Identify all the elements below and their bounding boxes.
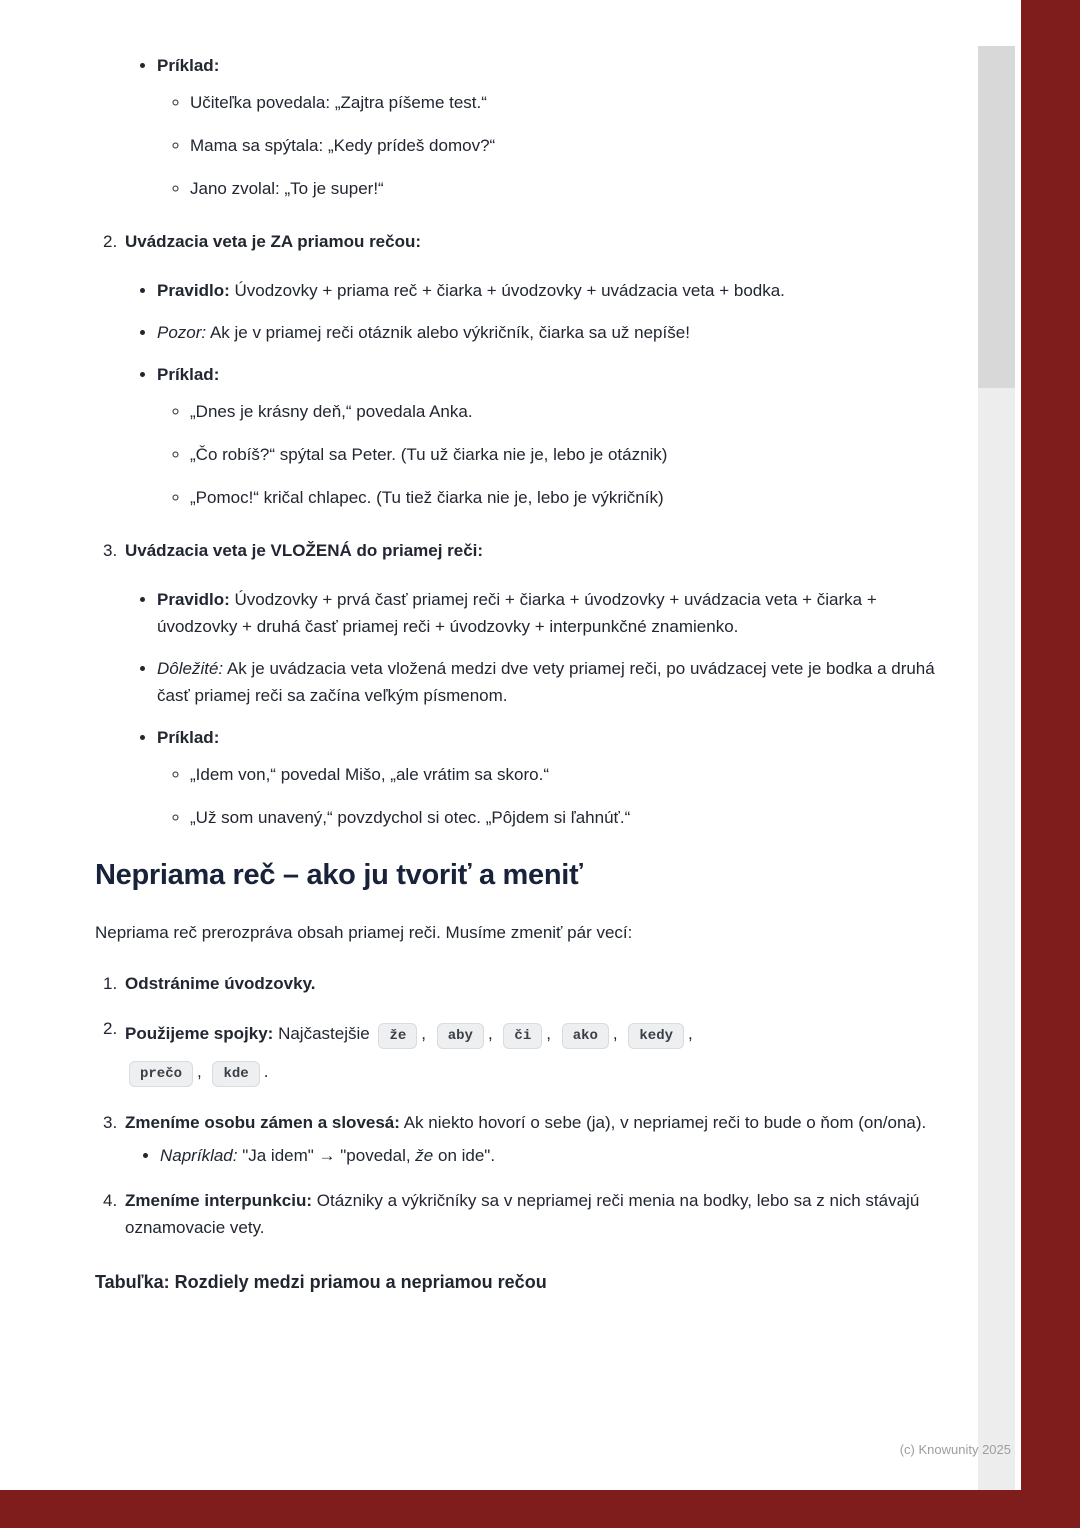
item-body: [125, 228, 943, 511]
separator: ,: [421, 1024, 426, 1043]
example-text: on ide".: [433, 1146, 496, 1165]
example-sentence: ◦ „Pomoc!“ kričal chlapec. (Tu tiež čiarka nie je, lebo je výkričník): [190, 484, 943, 511]
step-3: [95, 1109, 943, 1169]
example-block: [95, 52, 943, 202]
terminator: .: [263, 1062, 269, 1081]
table-caption: Tabuľka: Rozdiely medzi priamou a nepriamou rečou: [95, 1272, 547, 1292]
numbered-item-2: [95, 228, 943, 511]
step-example-list: [125, 1142, 943, 1169]
step-lead-text: Najčastejšie: [278, 1024, 370, 1043]
intro-paragraph: Nepriama reč prerozpráva obsah priamej reči. Musíme zmeniť pár vecí:: [95, 923, 633, 942]
note-label: Dôležité:: [157, 659, 224, 678]
rule-text: Úvodzovky + priama reč + čiarka + úvodzovky + uvádzacia veta + bodka.: [234, 281, 785, 300]
example-list: [157, 89, 943, 202]
item-number: 3.: [103, 541, 118, 560]
item-title: Uvádzacia veta je ZA priamou rečou:: [125, 232, 422, 251]
step-number: 4.: [103, 1191, 118, 1210]
step-body: [125, 1187, 943, 1241]
item-title: Uvádzacia veta je VLOŽENÁ do priamej reči:: [125, 541, 484, 560]
step-text: Otázniky a výkričníky sa v nepriamej reči menia na bodky, lebo sa z nich stávajú oznamovacie vety.: [125, 1191, 920, 1237]
example-label: Napríklad:: [160, 1146, 238, 1165]
step-body: [125, 970, 943, 997]
step-1: [95, 970, 943, 997]
step-number: 2.: [103, 1019, 118, 1038]
item-bullet-list: [125, 277, 943, 511]
example-sentence: ◦ Učiteľka povedala: „Zajtra píšeme test.“: [190, 89, 943, 116]
conjunction-tag: kde: [212, 1061, 259, 1087]
item-number: 2.: [103, 232, 118, 251]
section-heading: Nepriama reč – ako ju tvoriť a meniť: [95, 859, 583, 891]
separator: ,: [612, 1024, 618, 1043]
step-number: 3.: [103, 1113, 118, 1132]
scrollbar-thumb[interactable]: [978, 46, 1015, 388]
step-example: [160, 1142, 943, 1169]
example-list: [157, 761, 943, 831]
item-body: [125, 537, 943, 831]
note-label: Pozor:: [157, 323, 207, 342]
step-bold-text: Použijeme spojky:: [125, 1024, 274, 1043]
example-sentence: ◦ „Idem von,“ povedal Mišo, „ale vrátim sa skoro.“: [190, 761, 943, 788]
item-bullet-list: [125, 586, 943, 831]
conjunction-tag: prečo: [129, 1061, 193, 1087]
example-text: "Ja idem" → "povedal,: [242, 1146, 416, 1165]
list-item-priklad: [157, 724, 943, 831]
note-item: [157, 655, 943, 709]
rule-label: Pravidlo:: [157, 281, 230, 300]
example-sentence: ◦ „Už som unavený,“ povzdychol si otec. „Pôjdem si ľahnúť.“: [190, 804, 943, 831]
list-item-priklad: [157, 52, 943, 202]
example-sentence: ◦ Jano zvolal: „To je super!“: [190, 175, 943, 202]
example-sentence: ◦ „Čo robíš?“ spýtal sa Peter. (Tu už čiarka nie je, lebo je otáznik): [190, 441, 943, 468]
step-4: [95, 1187, 943, 1241]
step-number: 1.: [103, 974, 118, 993]
example-italic-word: že: [415, 1146, 434, 1165]
separator: ,: [688, 1024, 693, 1043]
steps-list: [95, 970, 943, 1241]
conjunction-tag: aby: [437, 1023, 484, 1049]
separator: ,: [487, 1024, 493, 1043]
example-list: [157, 398, 943, 511]
watermark: (c) Knowunity 2025: [899, 1442, 1011, 1457]
note-item: [157, 319, 943, 346]
step-body: [125, 1109, 943, 1169]
step-bold-text: Zmeníme interpunkciu:: [125, 1191, 313, 1210]
list-item-priklad: [157, 361, 943, 511]
conjunction-tag: že: [378, 1023, 417, 1049]
document-content: [95, 52, 943, 1296]
example-sentence: ◦ Mama sa spýtala: „Kedy prídeš domov?“: [190, 132, 943, 159]
example-label: Príklad:: [157, 728, 220, 747]
numbered-item-3: [95, 537, 943, 831]
conjunction-tag: ako: [562, 1023, 609, 1049]
example-sentence: ◦ „Dnes je krásny deň,“ povedala Anka.: [190, 398, 943, 425]
note-text: Ak je uvádzacia veta vložená medzi dve vety priamej reči, po uvádzacej vete je bodka a druhá časť priamej reči sa začína veľkým písmenom.: [157, 659, 935, 705]
step-body: [125, 1015, 943, 1091]
step-text: Ak niekto hovorí o sebe (ja), v nepriamej reči to bude o ňom (on/ona).: [403, 1113, 927, 1132]
conjunction-tag: kedy: [628, 1023, 684, 1049]
rule-item: [157, 277, 943, 304]
rule-text: Úvodzovky + prvá časť priamej reči + čiarka + úvodzovky + uvádzacia veta + čiarka + úvodzovky + druhá časť priamej reči + úvodzovky + interpunkčné znamienko.: [157, 590, 877, 636]
step-bold-text: Zmeníme osobu zámen a slovesá:: [125, 1113, 400, 1132]
note-text: Ak je v priamej reči otáznik alebo výkričník, čiarka sa už nepíše!: [209, 323, 690, 342]
separator: ,: [197, 1062, 202, 1081]
rule-label: Pravidlo:: [157, 590, 230, 609]
separator: ,: [546, 1024, 551, 1043]
example-label: Príklad:: [157, 56, 220, 75]
step-bold-text: Odstránime úvodzovky.: [125, 974, 316, 993]
rule-item: [157, 586, 943, 640]
example-label: Príklad:: [157, 365, 220, 384]
step-2: [95, 1015, 943, 1091]
conjunction-tag: či: [503, 1023, 542, 1049]
scrollbar-track[interactable]: [978, 46, 1015, 1490]
